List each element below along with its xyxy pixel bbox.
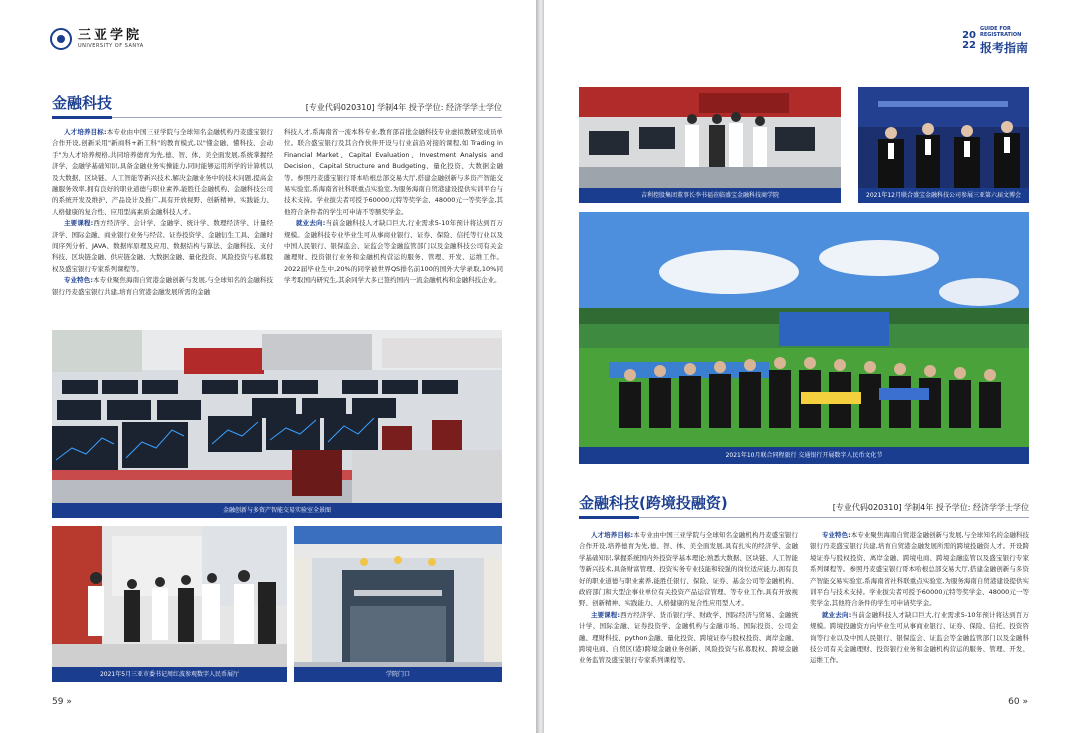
paragraph-feature	[52, 275, 273, 298]
section-meta-right: [专业代码020310] 学制4年 授予学位: 经济学学士学位	[832, 503, 1029, 512]
text-courses: 西方经济学、会计学、金融学、统计学、数理经济学、计量经济学、国际金融、商业银行业务与经营、证券投资学、金融衍生工具、金融时间序列分析、JAVA、数据库原理及应用、数据结构与算法、金融科技、支付科技、区块链金融、供应链金融、大数据金融、量化投资、风险投资与私募股权及盛宝银行专家系列课程等。	[52, 219, 273, 273]
text-courses-right: 西方经济学、货币银行学、财政学、国际经济与贸易、金融统计学、国际金融、证券投资学、金融机构与金融市场、国际投资、公司金融、理财科技、python金融、量化投资、跨境证券与股权投资、离岸金融、跨境电商、自贸区(港)跨境金融业务创新、风险投资与私募股权、跨境金融业务监管及盛宝银行专家系列课程等。	[579, 610, 799, 665]
text-column-right-1	[579, 530, 798, 667]
gate-image	[294, 526, 502, 682]
text-goal-right: 本专业由中国三亚学院与全球知名金融机构丹麦盛宝银行合作开设,培养德育为先,德、智、体、美全面发展,具有扎实的经济学、金融学基础知识,掌握系统国内外投资学基本理论;熟悉大数据、区块链、人工智能等新兴技术,具备财富管理、投资实务专业技能和较强的岗位适应能力,拥有良好的职业道德与职业素养,能胜任银行、保险、证券、基金公司等金融机构、政府部门和大型企事业单位有关投资产品运营管理、等专业工作,具有开放视野、创新精神、实践能力、人格健康的复合性应用型人才。	[579, 531, 799, 608]
paragraph-jobs	[284, 218, 503, 286]
photo-expo	[858, 87, 1029, 203]
meeting-image	[579, 87, 841, 203]
text-jobs: 当前金融科技人才缺口巨大,行业需求5-10年预计将达到百万规模。金融科技专业毕业生可从事商业银行、证券、保险、信托等行业以及中国人民银行、银保监会、证监会等金融监管部门以及金融科技公司有关金融理财、投资银行业务和金融机构营运的服务、管理、开发、运维工作。2022届毕业生中,20%的同学被世界QS排名前100的国外大学录取,10%同学考取国内研究生,其余同学大多已签约国内一流金融机构和金融科技企业。	[284, 219, 503, 285]
university-seal-icon	[50, 28, 72, 50]
section-title: 金融科技	[52, 94, 113, 112]
title-underline	[52, 116, 112, 119]
book-gutter	[536, 0, 544, 733]
caption-expo: 2021年12月联合盛宝金融科技公司参展三亚第六届文博会	[858, 188, 1029, 203]
paragraph-jobs-right	[810, 610, 1029, 667]
photo-trading-lab	[52, 330, 502, 518]
page-59	[0, 0, 536, 733]
section-meta: [专业代码020310] 学制4年 授予学位: 经济学学士学位	[305, 103, 502, 112]
logo-cn-text: 三亚学院	[78, 28, 143, 43]
visit-image	[52, 526, 287, 682]
text-column-1	[52, 127, 273, 298]
text-feature: 本专业聚焦海南自贸港金融创新与发展,与全球知名的金融科技银行丹麦盛宝银行共建,培育自贸港金融发展所需的金融	[52, 276, 273, 296]
photo-gate	[294, 526, 502, 682]
label-jobs-right: 就业去向:	[822, 610, 852, 619]
label-courses-right: 主要课程:	[591, 610, 620, 619]
paragraph-goal	[52, 127, 273, 218]
university-logo	[50, 28, 144, 50]
guide-year-bottom: 22	[962, 40, 976, 51]
label-feature: 专业特色:	[64, 276, 93, 285]
caption-group: 2021年10月联合同程旅行 交通银行开展数字人民币文化节	[579, 447, 1029, 464]
label-courses: 主要课程:	[64, 219, 94, 228]
paragraph-continued: 科技人才,系海南省一流本科专业,教育部首批金融科技专业虚拟教研室成员单位。联合盛宝银行及其合作伙伴开设与行业前沿对接的课程,如 Trading in Financial Market、Capital Evaluation、Investment Analysis and Decision、Capital Structure and Budgeting、量化投资、大数据金融等。参照丹麦盛宝银行哥本哈根总部交易大厅,搭建金融创新与多资产智能交易实验室,系海南省社科联重点实验室,为服务海南自贸港建设提供实训平台与技术支持。学业拔尖者可授予60000元特等奖学金、48000元一等奖学金,其他符合条件者的学生可申请不等额奖学金。	[284, 128, 503, 216]
trading-lab-image	[52, 330, 502, 518]
page-number-left: 59 »	[52, 697, 72, 707]
title-underline-right	[579, 516, 639, 519]
group-image	[579, 212, 1029, 464]
caption-visit: 2021年5月三亚市委书记周红波参观数字人民币展厅	[52, 667, 287, 682]
guide-cn-text: 报考指南	[979, 41, 1028, 55]
label-jobs: 就业去向:	[296, 219, 326, 228]
section-title-right: 金融科技(跨境投融资)	[579, 494, 728, 512]
caption-gate: 学院门口	[294, 667, 502, 682]
page-60	[544, 0, 1080, 733]
photo-visit	[52, 526, 287, 682]
paragraph-courses-right	[579, 610, 798, 667]
guide-year	[962, 31, 976, 51]
paragraph-courses	[52, 218, 273, 275]
registration-guide-logo	[962, 26, 1028, 56]
text-goal: 本专业由中国三亚学院与全球知名金融机构丹麦盛宝银行合作开设,创新采用"新商科+新工科"的教育模式,以"懂金融、懂科技、会动手"为人才培养规格,共同培养德育为先,德、智、体、美全面发展,系统掌握经济学、金融学基础知识,具备金融业务实操能力,同时能够运用所学的计算机以及大数据、区块链、人工智能等新兴技术,解决金融业务中的技术问题,提高金融服务效率,拥有良好的职业道德与职业素养,能胜任金融机构、金融科技公司的系统开发及维护、产品设计及推广,具有开放视野、创新精神、实践能力、人格健康的复合性、应用型高素质金融科技人才。	[52, 128, 273, 216]
page-number-right: 60 »	[1008, 697, 1028, 707]
label-goal: 人才培养目标:	[64, 128, 107, 136]
caption-trading-lab: 金融创新与多资产智能交易实验室全景图	[52, 503, 502, 518]
photo-group	[579, 212, 1029, 464]
paragraph-goal-right	[579, 530, 798, 610]
guide-en-text: GUIDE FOR REGISTRATION	[979, 26, 1022, 38]
guide-year-top: 20	[962, 30, 976, 41]
logo-en-text: UNIVERSITY OF SANYA	[78, 43, 144, 49]
text-column-2	[284, 127, 503, 287]
text-jobs-right: 当前金融科技人才缺口巨大,行业需求5-10年预计将达到百万规模。跨境投融资方向毕业生可从事商业银行、证券、保险、信托、投资咨询等行业以及中国人民银行、银保监会、证监会等金融监管部门以及金融科技公司有关金融理财、投资银行业务和金融机构营运的服务、管理、开发、运维工作。	[810, 610, 1029, 665]
label-feature-right: 专业特色:	[822, 531, 851, 539]
section-header-fintech	[52, 92, 502, 118]
text-feature-right: 本专业聚焦海南自贸港金融创新与发展,与全球知名的金融科技银行丹麦盛宝银行共建,培育自贸港金融发展所需的跨境投融资人才。开设跨境证券与股权投资、离岸金融、跨境电商、跨境金融监管以及盛宝银行专家系列课程等。参照丹麦盛宝银行哥本哈根总部交易大厅,搭建金融创新与多资产智能交易实验室,系海南省社科联重点实验室,为服务海南自贸港建设提供实训平台与技术支持。学业拔尖者可授予60000元特等奖学金、48000元一等奖学金,其他符合条件的学生可申请奖学金。	[810, 531, 1029, 608]
section-header-crossborder	[579, 492, 1029, 518]
caption-meeting: 吉利控股集团董事长李书福莅临盛宝金融科技商学院	[579, 188, 841, 203]
text-column-right-2	[810, 530, 1029, 667]
expo-image	[858, 87, 1029, 203]
photo-meeting	[579, 87, 841, 203]
paragraph-feature-right	[810, 530, 1029, 610]
label-goal-right: 人才培养目标:	[591, 531, 634, 539]
